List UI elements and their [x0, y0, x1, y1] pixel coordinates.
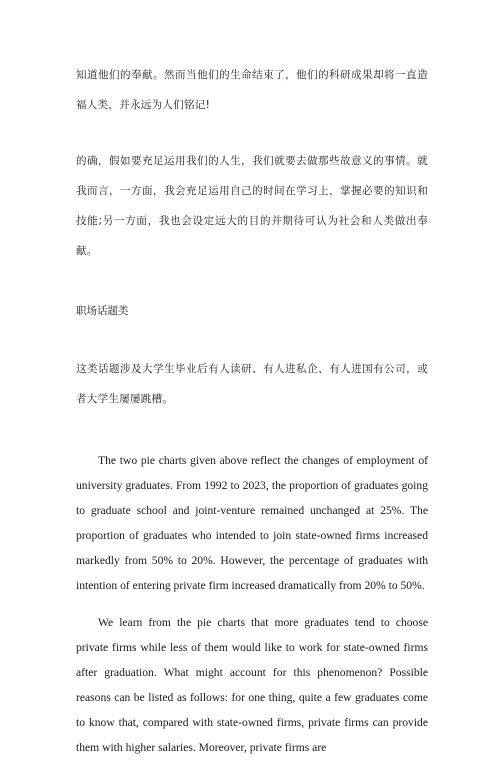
- paragraph-life-meaning-cn: 的确，假如要充足运用我们的人生，我们就要去做那些故意义的事情。就我而言，一方面，我会充足运用自己的时间在学习上，掌握必要的知识和技能;另一方面，我也会设定远大的目的并期待可认为社会和人类做出奉献。: [76, 155, 428, 257]
- paragraph-contribution-cn: 知道他们的奉献。然而当他们的生命结束了，他们的科研成果却将一直造福人类，并永远为人们铭记!: [76, 69, 428, 111]
- paragraph-spacer: [76, 598, 428, 610]
- paragraph-spacer: [76, 414, 428, 448]
- paragraph-topic-intro-cn: 这类话题涉及大学生毕业后有人读研、有人进私企、有人进国有公司，或者大学生屡屡跳槽。: [76, 363, 428, 405]
- document-page: [76, 60, 428, 760]
- paragraph-spacer: [76, 266, 428, 296]
- paragraph-spacer: [76, 120, 428, 146]
- paragraph-pie-charts-en: The two pie charts given above reflect the changes of employment of university graduates. From 1992 to 2023, the proportion of graduates going to graduate school and joint-venture remained unchanged at 25%. The proportion of graduates who intended to join state-owned firms increased markedly from 50% to 20%. However, the percentage of graduates with intention of entering private firm increased dramatically from 20% to 50%.: [76, 454, 428, 592]
- section-heading-workplace: 职场话题类: [76, 305, 129, 317]
- paragraph-reasons-en: We learn from the pie charts that more graduates tend to choose private firms while less of them would like to work for state-owned firms after graduation. What might account for this phenomenon? Possible reasons can be listed as follows: for one thing, quite a few graduates come to know that, compared with state-owned firms, private firms can provide them with higher salaries. Moreover, private firms are: [76, 616, 428, 754]
- paragraph-spacer: [76, 326, 428, 354]
